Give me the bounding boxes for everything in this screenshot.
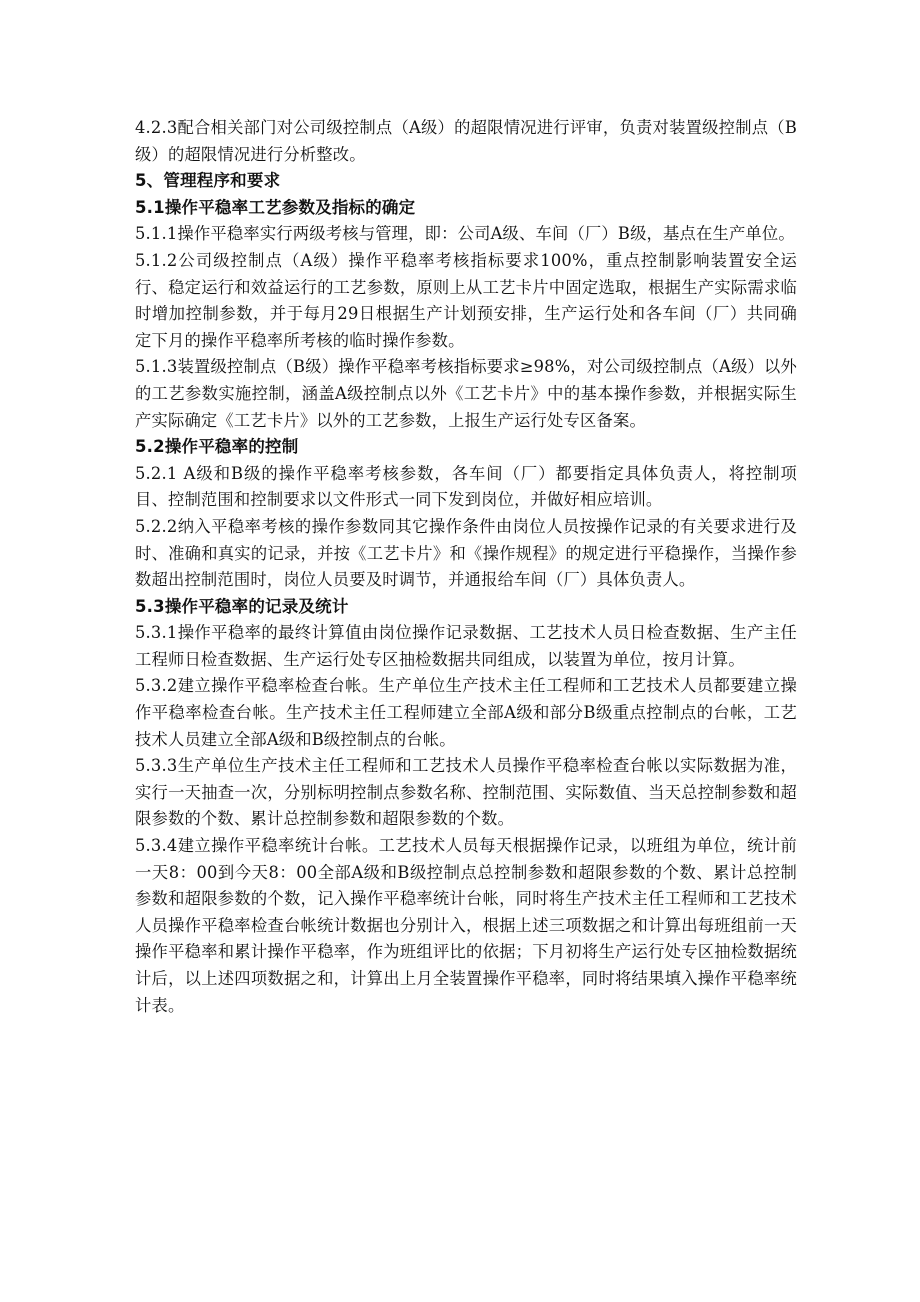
section-heading-5: 5、管理程序和要求 [135, 171, 281, 191]
subsection-heading-5-3: 5.3操作平稳率的记录及统计 [135, 596, 349, 616]
paragraph-5-3-2: 5.3.2建立操作平稳率检查台帐。生产单位生产技术主任工程师和工艺技术人员都要建立操作平稳率检查台帐。生产技术主任工程师建立全部A级和部分B级重点控制点的台帐，工艺技术人员建立全部A级和B级控制点的台帐。 [135, 676, 797, 749]
document-page [135, 115, 797, 1019]
subsection-heading-5-2: 5.2操作平稳率的控制 [135, 437, 299, 457]
paragraph-5-1-2: 5.1.2公司级控制点（A级）操作平稳率考核指标要求100%，重点控制影响装置安全运行、稳定运行和效益运行的工艺参数，原则上从工艺卡片中固定选取，根据生产实际需求临时增加控制参数，并于每月29日根据生产计划预安排，生产运行处和各车间（厂）共同确定下月的操作平稳率所考核的临时操作参数。 [135, 250, 797, 350]
paragraph-5-3-3: 5.3.3生产单位生产技术主任工程师和工艺技术人员操作平稳率检查台帐以实际数据为准，实行一天抽查一次，分别标明控制点参数名称、控制范围、实际数值、当天总控制参数和超限参数的个数、累计总控制参数和超限参数的个数。 [135, 756, 797, 829]
paragraph-5-3-1: 5.3.1操作平稳率的最终计算值由岗位操作记录数据、工艺技术人员日检查数据、生产主任工程师日检查数据、生产运行处专区抽检数据共同组成，以装置为单位，按月计算。 [135, 623, 797, 669]
paragraph-5-3-4: 5.3.4建立操作平稳率统计台帐。工艺技术人员每天根据操作记录，以班组为单位，统计前一天8：00到今天8：00全部A级和B级控制点总控制参数和超限参数的个数、累计总控制参数和超限参数的个数，记入操作平稳率统计台帐，同时将生产技术主任工程师和工艺技术人员操作平稳率检查台帐统计数据也分别计入，根据上述三项数据之和计算出每班组前一天操作平稳率和累计操作平稳率，作为班组评比的依据；下月初将生产运行处专区抽检数据统计后，以上述四项数据之和，计算出上月全装置操作平稳率，同时将结果填入操作平稳率统计表。 [135, 836, 797, 1015]
paragraph-5-1-1: 5.1.1操作平稳率实行两级考核与管理，即：公司A级、车间（厂）B级，基点在生产单位。 [135, 224, 795, 244]
paragraph-4-2-3: 4.2.3配合相关部门对公司级控制点（A级）的超限情况进行评审，负责对装置级控制点（B级）的超限情况进行分析整改。 [135, 118, 797, 164]
paragraph-5-2-1: 5.2.1 A级和B级的操作平稳率考核参数，各车间（厂）都要指定具体负责人，将控制项目、控制范围和控制要求以文件形式一同下发到岗位，并做好相应培训。 [135, 463, 797, 510]
subsection-heading-5-1: 5.1操作平稳率工艺参数及指标的确定 [135, 197, 416, 217]
paragraph-5-2-2: 5.2.2纳入平稳率考核的操作参数同其它操作条件由岗位人员按操作记录的有关要求进行及时、准确和真实的记录，并按《工艺卡片》和《操作规程》的规定进行平稳操作，当操作参数超出控制范围时，岗位人员要及时调节，并通报给车间（厂）具体负责人。 [135, 516, 797, 590]
paragraph-5-1-3: 5.1.3装置级控制点（B级）操作平稳率考核指标要求≥98%，对公司级控制点（A级）以外的工艺参数实施控制，涵盖A级控制点以外《工艺卡片》中的基本操作参数，并根据实际生产实际确定《工艺卡片》以外的工艺参数，上报生产运行处专区备案。 [135, 357, 797, 430]
